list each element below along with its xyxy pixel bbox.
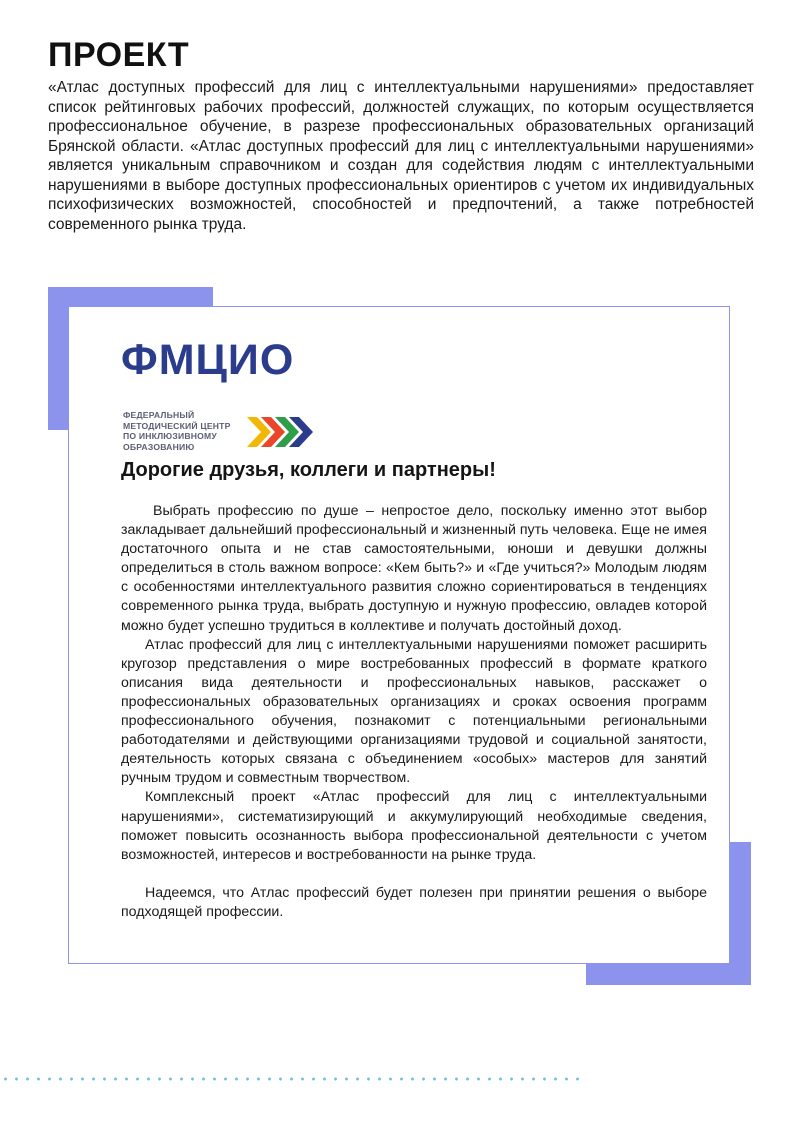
page-title: ПРОЕКТ [48,36,190,74]
logo-wordmark: ФМЦИО [121,336,295,384]
intro-paragraph: «Атлас доступных профессий для лиц с интеллектуальными нарушениями» предоставляет список рейтинговых рабочих профессий, должностей служащих, по которым осуществляется профессиональное обучение, в разрезе профессиональных образовательных организаций Брянской области. «Атлас доступных профессий для лиц с интеллектуальными нарушениями» является уникальным справочником и создан для содействия людям с интеллектуальными нарушениями в выборе доступных профессиональных ориентиров с учетом их индивидуальных психофизических возможностей, способностей и предпочтений, а также потребностей современного рынка труда. [48,79,754,233]
logo-subtitle-line: ПО ИНКЛЮЗИВНОМУ [123,431,217,441]
card-paragraph: Надеемся, что Атлас профессий будет полезен при принятии решения о выборе подходящей профессии. [121,884,707,920]
logo-subtitle-line: ОБРАЗОВАНИЮ [123,441,195,452]
logo-subtitle [123,410,243,452]
card-heading: Дорогие друзья, коллеги и партнеры! [121,459,496,481]
fmcio-logo [121,336,321,452]
card-body [121,502,707,922]
logo-subtitle-line: МЕТОДИЧЕСКИЙ ЦЕНТР [123,420,231,431]
chevrons-icon [247,411,317,453]
dotted-divider [0,1075,580,1083]
greeting-card [68,306,730,964]
logo-subtitle-line: ФЕДЕРАЛЬНЫЙ [123,410,195,420]
card-paragraph: Выбрать профессию по душе – непростое дело, поскольку именно этот выбор закладывает дальнейший профессиональный и жизненный путь человека. Еще не имея достаточного опыта и не став самостоятельными, юноши и девушки должны определиться в столь важном вопросе: «Кем быть?» и «Где учиться?» Молодым людям с особенностями интеллектуального развития сложно сориентироваться в тенденциях современного рынка труда, выбрать доступную и нужную профессию, овладев которой можно будет успешно трудиться в коллективе и получать достойный доход. [121,503,707,634]
card-paragraph: Комплексный проект «Атлас профессий для лиц с интеллектуальными нарушениями», систематизирующий и аккумулирующий необходимые сведения, поможет повысить осознанность выбора профессиональной деятельности с учетом возможностей, интересов и востребованности на рынке труда. [121,789,707,863]
card-paragraph: Атлас профессий для лиц с интеллектуальными нарушениями поможет расширить кругозор представления о мире востребованных профессий в формате краткого описания вида деятельности и профессиональных навыков, расскажет о профессиональных образовательных организациях и сроках освоения программ профессионального обучения, познакомит с потенциальными региональными работодателями и действующими организациями трудовой и социальной занятости, деятельность которых связана с объединением «особых» мастеров для занятий ручным трудом и совместным творчеством. [121,636,707,787]
